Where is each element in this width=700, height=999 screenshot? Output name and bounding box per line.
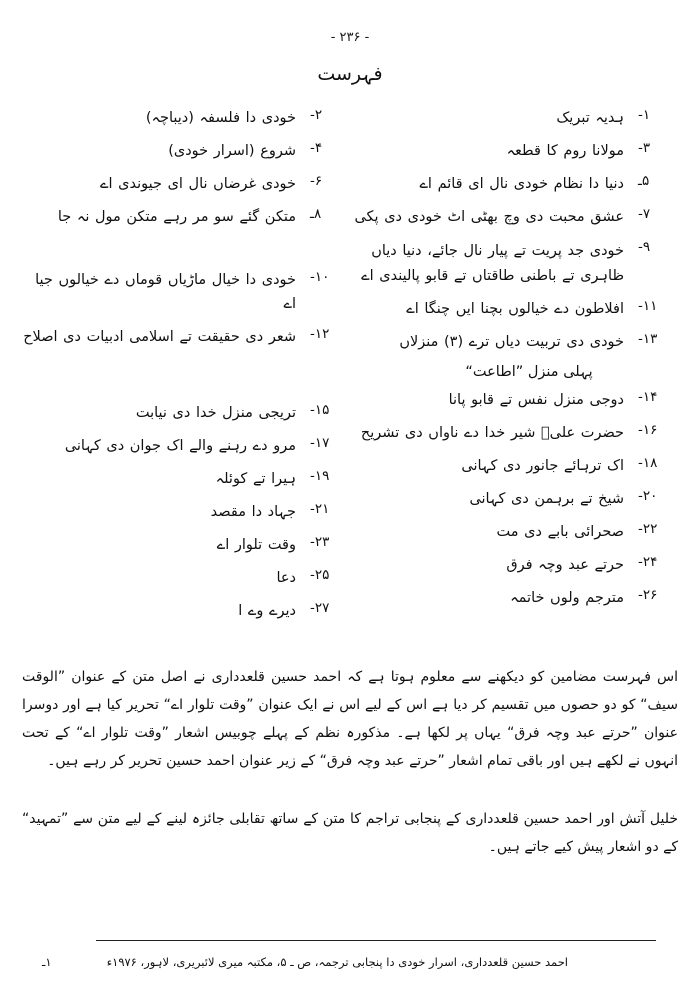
toc-entry-title: متکن گئے سو مر رہے متکن مول نہ جا: [57, 208, 296, 225]
toc-entry[interactable]: [22, 501, 350, 525]
toc-entry-number: ۱۷-: [310, 435, 330, 452]
toc-entry[interactable]: [22, 107, 350, 131]
toc-entry[interactable]: [22, 206, 350, 230]
toc-entry-number: ۲۰-: [638, 488, 658, 505]
toc-entry[interactable]: [350, 331, 678, 355]
toc-entry-title: حضرت علیؓ شیر خدا دے ناواں دی تشریح: [360, 425, 624, 442]
toc-entry-number: ۱۱-: [638, 298, 658, 315]
paragraph-two: خلیل آتش اور احمد حسین قلعدداری کے پنجابی تراجم کا متن کے ساتھ تقابلی جائزہ لینے کے لیے متن سے ”تمہید“ کے دو اشعار پیش کیے جاتے ہیں۔: [22, 810, 678, 855]
toc-entry-number: ۶-: [310, 172, 323, 189]
page-folio-number: - ۲۳۶ -: [330, 30, 370, 45]
toc-entry-number: ۱۳-: [638, 331, 658, 348]
toc-entry-number: ۲۶-: [638, 586, 658, 603]
toc-entry[interactable]: [350, 389, 678, 413]
toc-entry[interactable]: [22, 534, 350, 558]
toc-entry[interactable]: [22, 600, 350, 624]
toc-entry-number: ۱۸-: [638, 455, 658, 472]
toc-entry[interactable]: [350, 298, 678, 322]
toc-entry-number: ۱۴-: [638, 389, 658, 406]
toc-entry-number: ۲۴-: [638, 553, 658, 570]
footnote-citation-text: احمد حسین قلعدداری، اسرار خودی دا پنجابی ترجمہ، ص ـ ۵، مکتبہ میری لائبریری، لاہور، ۱۹۷۶ء: [106, 955, 568, 970]
toc-entry-number: ۱۰-: [310, 268, 330, 285]
toc-column-left: [22, 107, 350, 633]
toc-entry-number: ۴-: [310, 139, 323, 156]
toc-entry-title: شعر دی حقیقت تے اسلامی ادبیات دی اصلاح: [23, 328, 296, 345]
toc-entry-number: ۱۵-: [310, 402, 330, 419]
toc-entry[interactable]: [350, 587, 678, 611]
toc-entry[interactable]: [22, 468, 350, 492]
toc-entry-number: ۱۲-: [310, 325, 330, 342]
toc-entry-title: وقت تلوار اے: [216, 537, 296, 554]
table-of-contents: [0, 107, 700, 633]
paragraph-one: اس فہرست مضامین کو دیکھنے سے معلوم ہوتا ہے کہ احمد حسین قلعدداری نے اصل متن کے عنوان ”الوقت سیف“ کو دو حصوں میں تقسیم کر دیا ہے اس کے لیے اس نے ایک عنوان ”وقت تلوار اے“ تحریر کیا ہے اور دوسرا عنوان ”حرتے عبد وچہ فرق“ یہاں پر لکھا ہے۔ مذکورہ نظم کے پہلے چوبیس اشعار ”وقت تلوار اے“ کے تحت انہوں نے لکھے ہیں اور باقی تمام اشعار ”حرتے عبد وچہ فرق“ کے زیر عنوان احمد حسین تحریر کر رہے ہیں۔: [22, 668, 678, 769]
toc-entry[interactable]: [22, 269, 350, 317]
toc-entry[interactable]: [350, 554, 678, 578]
toc-entry[interactable]: [350, 455, 678, 479]
toc-entry[interactable]: [22, 567, 350, 591]
toc-entry[interactable]: [22, 173, 350, 197]
toc-entry-title: شیخ تے برہمن دی کہانی: [469, 491, 624, 508]
toc-entry[interactable]: [350, 206, 678, 230]
toc-entry-number: ۷-: [638, 205, 651, 222]
toc-entry-title: صحرائی بابے دی مت: [496, 523, 624, 540]
column-spacer: [22, 358, 350, 402]
toc-entry-number: ۱۹-: [310, 468, 330, 485]
toc-entry-title: خودی غرضاں نال ای جیوندی اے: [100, 175, 296, 192]
toc-entry-number: ۵ـ: [638, 172, 650, 189]
toc-entry-number: ۲۵-: [310, 567, 330, 584]
toc-entry-number: ۲۳-: [310, 534, 330, 551]
toc-entry-title: ہدیہ تبریک: [556, 110, 624, 126]
toc-entry-title: مولانا روم کا قطعہ: [506, 142, 624, 159]
toc-entry-number: ۸ـ: [310, 205, 322, 222]
body-commentary: [22, 663, 678, 861]
toc-column-right: [350, 107, 678, 633]
toc-entry[interactable]: [22, 435, 350, 459]
toc-entry-number: ۲-: [310, 107, 323, 123]
toc-entry-title: عشق محبت دی وچ بھٹی اٹ خودی دی پکی: [354, 208, 624, 225]
toc-entry-title: جہاد دا مقصد: [210, 504, 296, 521]
toc-entry[interactable]: [350, 422, 678, 446]
toc-two-column-grid: [22, 107, 678, 633]
toc-entry[interactable]: [350, 173, 678, 197]
toc-entry-title: مترجم ولوں خاتمہ: [510, 589, 624, 606]
toc-entry[interactable]: [350, 239, 678, 290]
document-page: [0, 30, 700, 999]
toc-entry-title: خودی دا فلسفہ (دیباچہ): [145, 110, 296, 126]
page-title: فہرست: [317, 63, 383, 85]
toc-entry[interactable]: [22, 140, 350, 164]
toc-entry-title: اک ترہائے جانور دی کہانی: [461, 458, 624, 475]
toc-entry-title: مرو دے رہنے والے اک جوان دی کہانی: [64, 438, 296, 455]
toc-entry[interactable]: [350, 140, 678, 164]
toc-entry-number: ۲۲-: [638, 520, 658, 537]
toc-entry-number: ۹-: [638, 238, 651, 255]
footnote-row: [22, 953, 678, 973]
toc-entry-number: ۲۷-: [310, 599, 330, 616]
toc-entry-title: حرتے عبد وچہ فرق: [506, 556, 624, 573]
toc-entry-title: دنیا دا نظام خودی نال ای قائم اے: [419, 175, 624, 192]
toc-entry[interactable]: [350, 521, 678, 545]
toc-entry[interactable]: [22, 326, 350, 350]
footnote-area: [0, 940, 700, 973]
toc-entry-number: ۱-: [638, 107, 651, 123]
column-spacer: [22, 239, 350, 269]
toc-entry-title: دوجی منزل نفس تے قابو پانا: [448, 392, 624, 409]
toc-entry-title: خودی دی تربیت دیاں ترے (۳) منزلاں: [399, 334, 624, 351]
toc-entry-number: ۲۱-: [310, 501, 330, 518]
footnote-separator-rule: [96, 940, 656, 941]
toc-entry-title: دعا: [276, 570, 296, 587]
toc-entry-number: ۳-: [638, 139, 651, 156]
toc-subentry-first-stage: پہلی منزل ”اطاعت“: [465, 364, 593, 381]
toc-entry[interactable]: [350, 488, 678, 512]
toc-entry-number: ۱۶-: [638, 422, 658, 439]
toc-entry-title: دیرے وے ا: [238, 602, 296, 619]
toc-entry-title: ہیرا تے کوئلہ: [215, 471, 296, 488]
toc-entry[interactable]: [22, 402, 350, 426]
toc-entry-title: افلاطون دے خیالوں بچنا ایں چنگا اے: [406, 301, 624, 318]
toc-entry-title: تریجی منزل خدا دی نیابت: [135, 405, 296, 422]
toc-entry-title: خودی جد پریت تے پیار نال جائے، دنیا دیاں ظاہری تے باطنی طاقتاں تے قابو پالیندی اے: [361, 242, 624, 285]
toc-entry[interactable]: [350, 107, 678, 131]
toc-entry-title: شروع (اسرار خودی): [168, 142, 296, 159]
toc-entry-title: خودی دا خیال ماڑیاں قوماں دے خیالوں جیا اے: [35, 271, 296, 312]
footnote-marker: ۱ـ: [42, 955, 52, 970]
